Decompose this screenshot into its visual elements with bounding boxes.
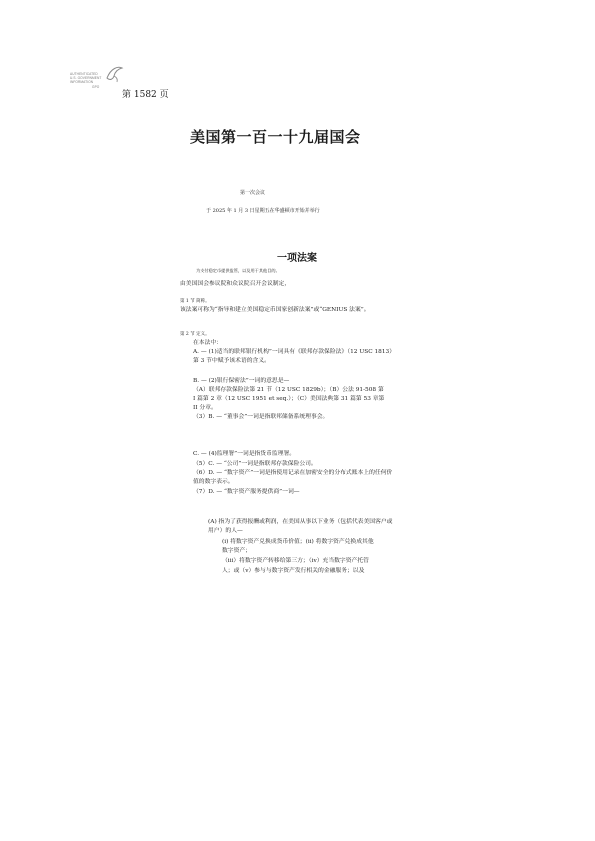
definition-line: （3）B. — “董事会”一词是指联邦储备系统理事会。 (193, 414, 329, 420)
definition-line: (i) 将数字资产兑换成货币价值；(ii) 将数字资产兑换成其他 (222, 539, 374, 545)
definition-line: （iii）将数字资产转移给第三方；（iv）充当数字资产托管 (222, 558, 369, 564)
section-1-label: 第 1 节 简称。 (180, 299, 210, 304)
definition-line: 第 3 节中赋予该术语的含义。 (193, 358, 270, 364)
page-number: 第 1582 页 (122, 90, 169, 100)
seal-line-2: U.S. GOVERNMENT (70, 76, 102, 80)
definition-line: 用户）的人— (208, 528, 243, 534)
enacting-clause: 由美国国会参议院和众议院召开会议制定， (180, 281, 291, 287)
definition-line: 人；或（v）参与与数字资产发行相关的金融服务；以及 (222, 568, 365, 574)
definition-line: （6）D. — “数字资产”一词是指使用记录在加密安全的分布式账本上的任何价 (193, 470, 393, 476)
definition-line: II 分章。 (193, 405, 217, 411)
definition-line: I 篇第 2 章（12 USC 1951 et seq.）；（C）美国法典第 31 篇第 53 章第 (193, 396, 385, 402)
congress-title: 美国第一百一十九届国会 (190, 128, 361, 146)
eagle-icon (104, 64, 124, 84)
definition-line: （A）联邦存款保险法第 21 节（12 USC 1829b）；（B）公法 91-508 第 (193, 387, 384, 393)
session-line: 第一次会议 (240, 190, 266, 196)
definition-line: (A) 指为了获得报酬或利润，在美国从事以下业务（包括代表美国客户或 (208, 519, 393, 525)
section-2-label: 第 2 节 定义。 (180, 332, 210, 337)
definition-line: B. — (2)银行保密法”一词的意思是— (193, 378, 290, 384)
definition-line: （5）C. — “公司”一词是指联邦存款保险公司。 (193, 461, 317, 467)
definition-line: （7）D. — “数字资产服务提供商”一词— (193, 489, 300, 495)
session-date-line: 于 2025 年 1 月 3 日星期五在华盛顿市开始并举行 (206, 208, 320, 214)
seal-line-1: AUTHENTICATED (70, 72, 98, 76)
gpo-authentication-seal (70, 64, 126, 106)
definition-line: C. — (4)监理署”一词是指货币监理署。 (193, 451, 296, 457)
bill-purpose: 为支付稳定币提供监管，以及用于其他目的。 (196, 268, 280, 273)
definition-line: A. — (1)适当的联邦银行机构”一词具有《联邦存款保险法》（12 USC 1813） (193, 349, 396, 355)
section-1-text: 该法案可称为“指导和建立美国稳定币国家创新法案”或“GENIUS 法案”。 (180, 307, 370, 313)
definition-line: 值的数字表示。 (193, 479, 234, 485)
seal-line-4: GPO (92, 85, 100, 89)
bill-heading: 一项法案 (277, 253, 317, 264)
seal-line-3: INFORMATION (70, 80, 94, 84)
definition-line: 在本法中： (193, 340, 222, 346)
definition-line: 数字资产； (222, 548, 251, 554)
